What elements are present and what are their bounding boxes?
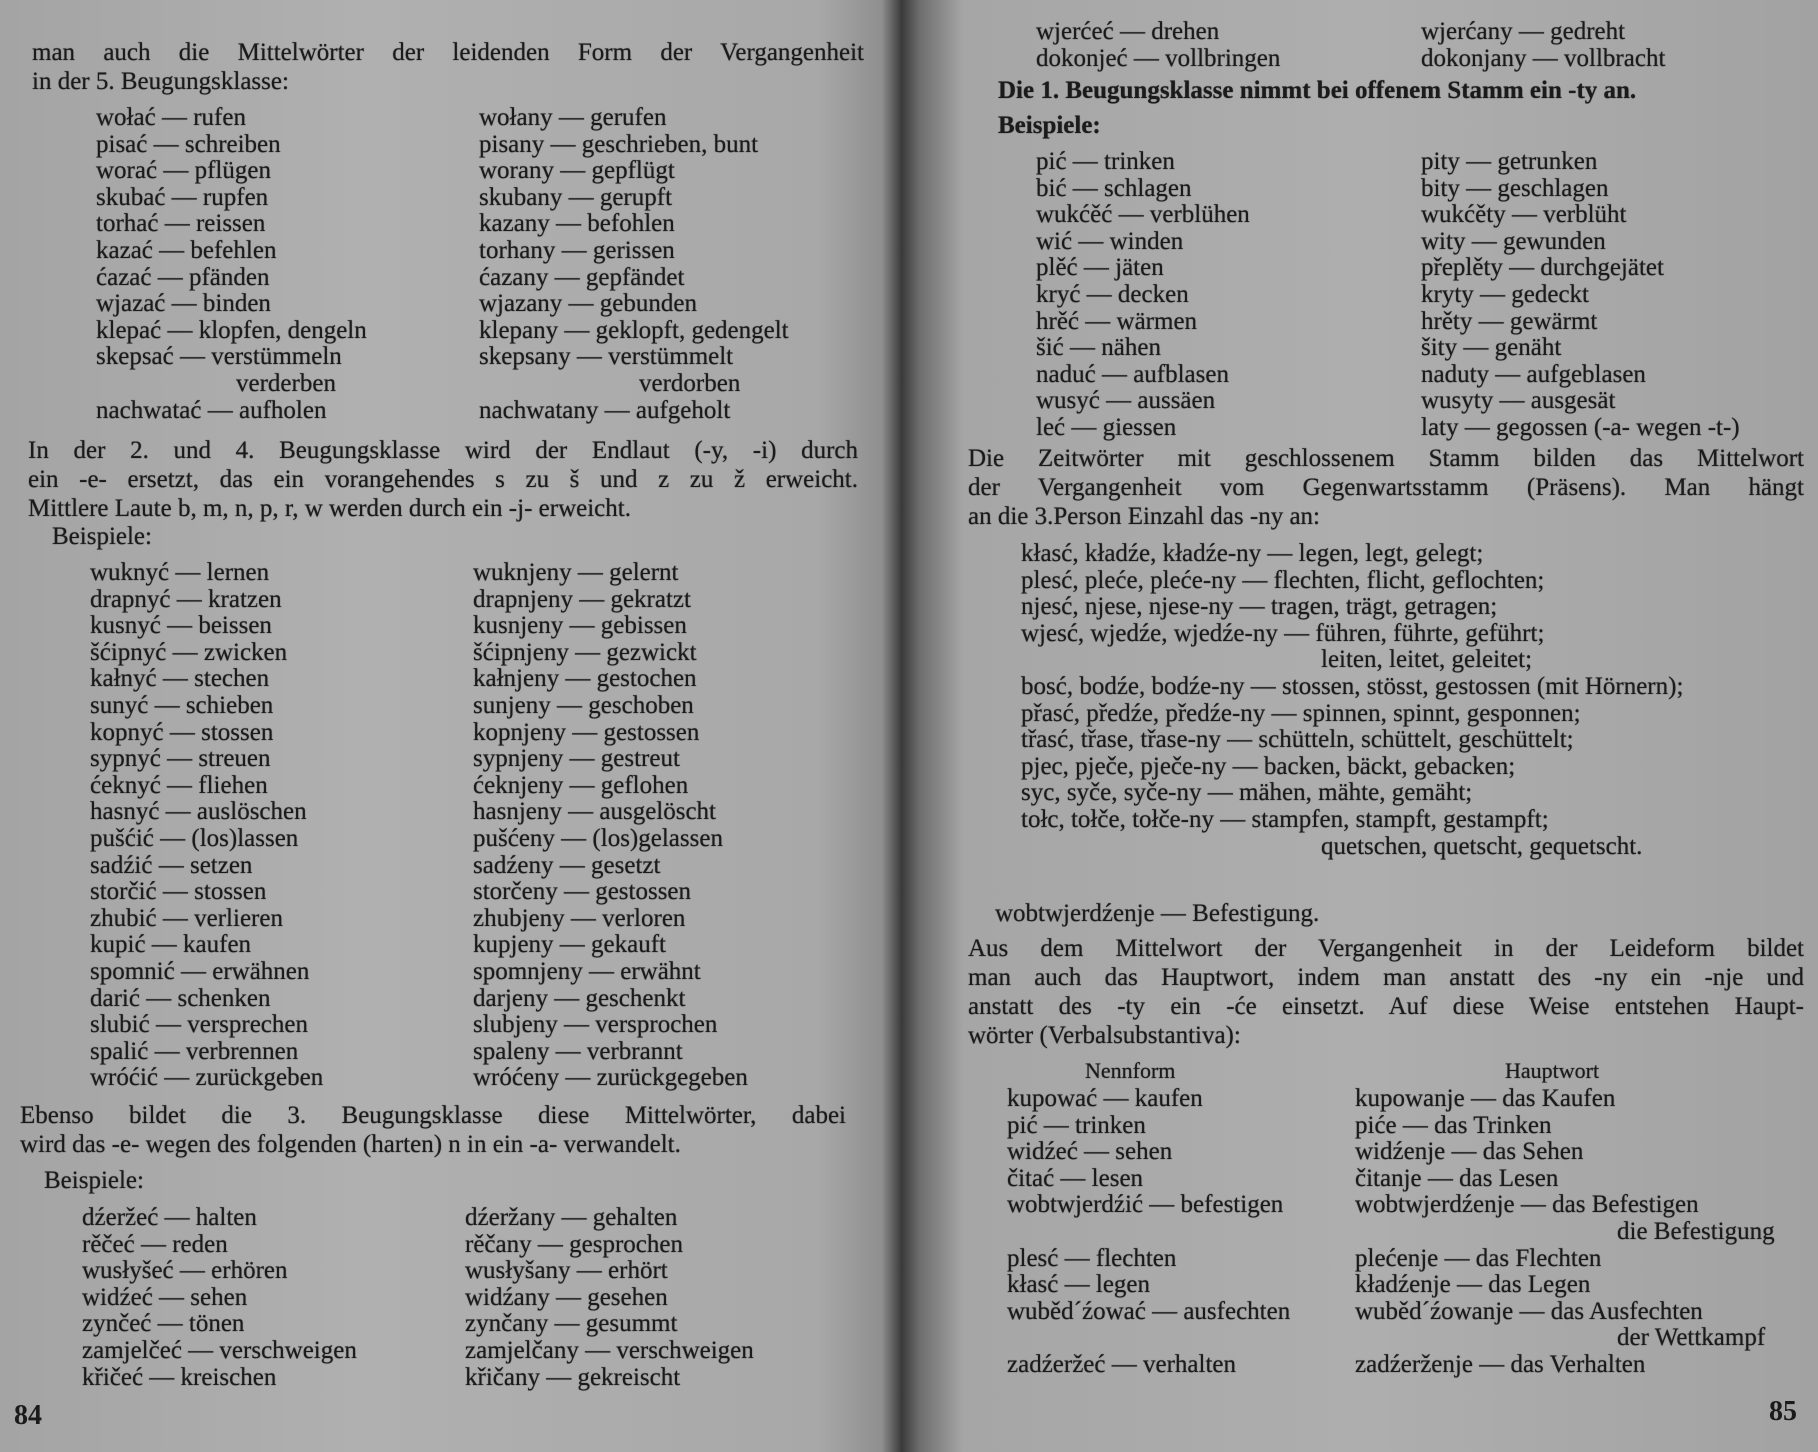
participle-cell: wusyty — ausgesät <box>1421 387 1616 415</box>
verb-cell: zynčeć — tönen <box>82 1310 245 1338</box>
verb-cell: sadźić — setzen <box>90 851 253 879</box>
participle-cell: skepsany — verstümmelt <box>479 343 734 371</box>
participle-cell: wjerćany — gedreht <box>1421 18 1626 45</box>
verb-cell: wjerćeć — drehen <box>1036 18 1220 45</box>
verb-cell: hrěć — wärmen <box>1036 307 1198 335</box>
text-line: ein -e- ersetzt, das ein vorangehendes s zu š und z zu ž erweicht. <box>28 466 858 493</box>
verb-cell: skepsać — verstümmeln <box>96 343 342 371</box>
verb-cell: wuběd´źować — ausfechten <box>1007 1297 1291 1325</box>
text-line: wörter (Verbalsubstantiva): <box>968 1022 1241 1049</box>
list-item: kłasć, kładźe, kładźe-ny — legen, legt, gelegt; <box>1021 540 1484 567</box>
verb-cell: ćeknyć — fliehen <box>90 771 268 799</box>
list-item: plesć, pleće, pleće-ny — flechten, flicht, geflochten; <box>1021 566 1545 594</box>
verb-cell: kryć — decken <box>1036 280 1189 308</box>
participle-cell: wobtwjerdźenje — das Befestigen <box>1355 1191 1699 1219</box>
verb-cell: wusyć — aussäen <box>1036 387 1216 415</box>
table-row <box>90 1012 870 1039</box>
text-line: an die 3.Person Einzahl das -ny an: <box>968 503 1320 530</box>
verb-cell: drapnyć — kratzen <box>90 585 282 613</box>
table-row <box>1007 1246 1807 1273</box>
verb-cell: zamjelčeć — verschweigen <box>82 1336 357 1364</box>
table-row <box>96 265 876 292</box>
table-row <box>82 1232 862 1259</box>
verb-cell: nachwatać — aufholen <box>96 396 327 424</box>
verb-cell: kupować — kaufen <box>1007 1085 1203 1112</box>
list-item: njesć, njese, njese-ny — tragen, trägt, getragen; <box>1021 593 1498 621</box>
examples-label: Beispiele: <box>998 112 1101 139</box>
text-line: wird das -e- wegen des folgenden (harten) n in ein -a- verwandelt. <box>20 1131 681 1158</box>
participle-cell: wróćeny — zurückgegeben <box>473 1064 748 1092</box>
table-row <box>1007 1086 1807 1113</box>
table-row <box>1007 1139 1807 1166</box>
participle-cell: klepany — geklopft, gedengelt <box>479 316 789 344</box>
rule-paragraph-closed-stem <box>968 444 1804 531</box>
table-row <box>90 560 870 587</box>
participle-cell: storčeny — gestossen <box>473 878 692 906</box>
table-row <box>90 587 870 614</box>
participle-cell: bity — geschlagen <box>1421 174 1609 202</box>
verb-cell: pisać — schreiben <box>96 130 281 158</box>
participle-cell: verdorben <box>639 369 741 397</box>
participle-cell: hrěty — gewärmt <box>1421 307 1598 335</box>
text-line: Aus dem Mittelwort der Vergangenheit in der Leideform bildet <box>968 935 1804 962</box>
participle-cell: spomnjeny — erwähnt <box>473 957 701 985</box>
verb-cell: plěć — jäten <box>1036 254 1164 282</box>
verb-cell: kazać — befehlen <box>96 236 277 264</box>
verb-cell: rěčeć — reden <box>82 1230 228 1258</box>
verb-cell: verderben <box>236 369 336 397</box>
participle-cell: torhany — gerissen <box>479 236 675 264</box>
text-line: Ebenso bildet die 3. Beugungsklasse diese Mittelwörter, dabei <box>20 1102 846 1129</box>
verb-cell: widźeć — sehen <box>1007 1138 1173 1166</box>
participle-cell: skubany — gerupft <box>479 183 673 211</box>
participle-cell: naduty — aufgeblasen <box>1421 360 1646 388</box>
table-row <box>90 932 870 959</box>
table-row <box>1007 1325 1807 1352</box>
table-row <box>1036 19 1796 46</box>
table-row <box>1036 415 1796 442</box>
right-page <box>918 0 1818 1452</box>
text-line: Die Zeitwörter mit geschlossenem Stamm bilden das Mittelwort <box>968 445 1804 472</box>
table-row <box>96 158 876 185</box>
table-row <box>1036 282 1796 309</box>
participle-cell: kupjeny — gekauft <box>473 931 667 959</box>
verb-cell: kopnyć — stossen <box>90 718 274 746</box>
participle-cell: wity — gewunden <box>1421 227 1606 255</box>
table-row <box>96 318 876 345</box>
table-row <box>96 371 876 398</box>
table-row <box>90 773 870 800</box>
participle-cell: sadźeny — gesetzt <box>473 851 661 879</box>
table-row <box>1007 1272 1807 1299</box>
table-row <box>1036 388 1796 415</box>
list-item: leiten, leitet, geleitet; <box>1321 646 1533 674</box>
text-line: in der 5. Beugungsklasse: <box>32 68 289 95</box>
participle-cell: wuběd´źowanje — das Ausfechten <box>1355 1297 1703 1325</box>
table-row <box>90 746 870 773</box>
participle-cell: kazany — befohlen <box>479 210 675 238</box>
verb-cell: wołać — rufen <box>96 104 246 131</box>
verb-cell: wić — winden <box>1036 227 1184 255</box>
table-row <box>1036 46 1796 73</box>
text-line: der Vergangenheit vom Gegenwartsstamm (Präsens). Man hängt <box>968 474 1804 501</box>
verb-cell: kupić — kaufen <box>90 931 252 959</box>
table-row <box>90 720 870 747</box>
table-row <box>96 344 876 371</box>
verb-cell: pić — trinken <box>1036 148 1175 175</box>
table-row <box>90 879 870 906</box>
list-item: syc, syče, syče-ny — mähen, mähte, gemäht; <box>1021 779 1473 807</box>
participle-cell: wuknjeny — gelernt <box>473 559 679 586</box>
participle-cell: šćipnjeny — gezwickt <box>473 638 697 666</box>
table-row <box>1007 1166 1807 1193</box>
column-header-hauptwort: Hauptwort <box>1505 1058 1600 1083</box>
participle-cell: sunjeny — geschoben <box>473 691 694 719</box>
table-row <box>1007 1299 1807 1326</box>
verb-cell: sunyć — schieben <box>90 691 274 719</box>
verb-cell: kłasć — legen <box>1007 1271 1151 1299</box>
verb-table-class2-4 <box>90 560 870 1092</box>
verb-cell: dźeržeć — halten <box>82 1204 257 1231</box>
table-row <box>90 826 870 853</box>
verb-cell: bić — schlagen <box>1036 174 1192 202</box>
verb-cell: wusłyšeć — erhören <box>82 1257 288 1285</box>
participle-cell: zynčany — gesummt <box>465 1310 678 1338</box>
verb-cell: křičeć — kreischen <box>82 1363 277 1391</box>
verb-cell: spomnić — erwähnen <box>90 957 310 985</box>
page-number: 84 <box>14 1400 42 1431</box>
table-row <box>90 986 870 1013</box>
verb-cell: wróćić — zurückgeben <box>90 1064 324 1092</box>
list-item: přasć, předźe, předźe-ny — spinnen, spinnt, gesponnen; <box>1021 699 1581 727</box>
table-row <box>82 1338 862 1365</box>
participle-cell: šity — genäht <box>1421 334 1562 362</box>
intro-paragraph <box>32 38 864 96</box>
participle-cell: widźany — gesehen <box>465 1283 668 1311</box>
table-row <box>96 105 876 132</box>
table-row <box>1007 1113 1807 1140</box>
participle-cell: křičany — gekreischt <box>465 1363 681 1391</box>
verb-cell: hasnyć — auslöschen <box>90 798 307 826</box>
participle-cell: pušćeny — (los)gelassen <box>473 824 723 852</box>
page-number: 85 <box>1769 1396 1797 1427</box>
table-row <box>96 291 876 318</box>
participle-cell: wjazany — gebunden <box>479 290 697 318</box>
list-item: wjesć, wjedźe, wjedźe-ny — führen, führte, geführt; <box>1021 619 1545 647</box>
verb-table-class5 <box>96 105 876 424</box>
rule-paragraph-class2-4 <box>28 436 858 523</box>
participle-cell: spaleny — verbrannt <box>473 1037 683 1065</box>
table-row <box>90 613 870 640</box>
verb-cell: slubić — versprechen <box>90 1011 308 1039</box>
table-row <box>1036 309 1796 336</box>
verb-cell: ćazać — pfänden <box>96 263 270 291</box>
table-row <box>82 1205 862 1232</box>
examples-label: Beispiele: <box>44 1167 144 1194</box>
verb-cell: pić — trinken <box>1007 1111 1146 1139</box>
list-item: třasć, třase, třase-ny — schütteln, schüttelt, geschüttelt; <box>1021 726 1574 754</box>
participle-cell: pićе — das Trinken <box>1355 1111 1552 1139</box>
rule-class1: Die 1. Beugungsklasse nimmt bei offenem Stamm ein -ty an. <box>998 77 1637 104</box>
verb-cell: sypnyć — streuen <box>90 745 271 773</box>
table-row <box>1036 229 1796 256</box>
examples-label: Beispiele: <box>52 523 152 550</box>
verb-cell: leć — giessen <box>1036 413 1177 441</box>
table-row <box>90 1039 870 1066</box>
table-row <box>90 1065 870 1092</box>
participle-cell: wukćěty — verblüht <box>1421 201 1627 229</box>
participle-cell: widźenje — das Sehen <box>1355 1138 1584 1166</box>
list-item: quetschen, quetscht, gequetscht. <box>1321 832 1643 860</box>
verb-cell: plesć — flechten <box>1007 1244 1177 1272</box>
table-row <box>90 959 870 986</box>
participle-cell: wusłyšany — erhört <box>465 1257 668 1285</box>
table-row <box>90 693 870 720</box>
verb-cell: dokonjeć — vollbringen <box>1036 44 1281 72</box>
verb-cell: wuknyć — lernen <box>90 559 270 586</box>
verb-cell: wjazać — binden <box>96 290 271 318</box>
text-line: Mittlere Laute b, m, n, p, r, w werden durch ein -j- erweicht. <box>28 495 631 522</box>
table-row <box>1036 255 1796 282</box>
table-row <box>96 238 876 265</box>
participle-cell: darjeny — geschenkt <box>473 984 686 1012</box>
left-page <box>0 0 900 1452</box>
table-row <box>90 666 870 693</box>
text-line: In der 2. und 4. Beugungsklasse wird der Endlaut (-y, -i) durch <box>28 437 858 464</box>
table-row <box>1036 202 1796 229</box>
participle-cell: slubjeny — versprochen <box>473 1011 718 1039</box>
verb-cell: skubać — rupfen <box>96 183 269 211</box>
table-row <box>1036 149 1796 176</box>
text-line: man auch das Hauptwort, indem man anstatt des -ny ein -nje und <box>968 964 1804 991</box>
verb-table-class3 <box>82 1205 862 1391</box>
participle-cell: der Wettkampf <box>1617 1324 1766 1352</box>
verbal-noun-paragraph <box>968 934 1804 1050</box>
table-row <box>90 906 870 933</box>
participle-cell: dźeržany — gehalten <box>465 1204 678 1231</box>
participle-cell: kupowanje — das Kaufen <box>1355 1085 1616 1112</box>
verb-cell: klepać — klopfen, dengeln <box>96 316 367 344</box>
verb-cell: pušćić — (los)lassen <box>90 824 299 852</box>
participle-cell: kałnjeny — gestochen <box>473 665 697 693</box>
list-item: tołc, tołče, tołče-ny — stampfen, stampft, gestampft; <box>1021 805 1549 833</box>
participle-cell: drapnjeny — gekratzt <box>473 585 691 613</box>
table-row <box>82 1285 862 1312</box>
verb-cell: wobtwjerdźić — befestigen <box>1007 1191 1284 1219</box>
table-row <box>82 1311 862 1338</box>
participle-cell: dokonjany — vollbracht <box>1421 44 1666 72</box>
participle-cell: rěčany — gesprochen <box>465 1230 683 1258</box>
participle-cell: kryty — gedeckt <box>1421 280 1590 308</box>
table-row <box>82 1365 862 1392</box>
verb-cell: worać — pflügen <box>96 157 271 185</box>
participle-cell: pisany — geschrieben, bunt <box>479 130 759 158</box>
participle-cell: worany — gepflügt <box>479 157 675 185</box>
verb-cell: kusnyć — beissen <box>90 612 272 640</box>
table-row <box>96 132 876 159</box>
column-header-nennform: Nennform <box>1085 1058 1176 1083</box>
participle-cell: zhubjeny — verloren <box>473 904 686 932</box>
verb-cell: torhać — reissen <box>96 210 266 238</box>
participle-cell: die Befestigung <box>1617 1217 1775 1245</box>
verb-cell: šćipnyć — zwicken <box>90 638 288 666</box>
text-line: anstatt des -ty ein -će einsetzt. Auf diese Weise entstehen Haupt- <box>968 993 1804 1020</box>
table-row <box>1036 176 1796 203</box>
participle-cell: sypnjeny — gestreut <box>473 745 680 773</box>
table-row <box>82 1258 862 1285</box>
verb-cell: kałnyć — stechen <box>90 665 270 693</box>
table-row <box>1036 335 1796 362</box>
verb-cell: darić — schenken <box>90 984 271 1012</box>
participle-cell: hasnjeny — ausgelöscht <box>473 798 717 826</box>
participle-cell: ćazany — gepfändet <box>479 263 685 291</box>
table-row <box>1036 362 1796 389</box>
participle-cell: kusnjeny — gebissen <box>473 612 687 640</box>
verb-cell: storčić — stossen <box>90 878 267 906</box>
participle-cell: laty — gegossen (-a- wegen -t-) <box>1421 413 1740 441</box>
participle-cell: zamjelčany — verschweigen <box>465 1336 754 1364</box>
table-row <box>96 398 876 425</box>
table-row <box>1007 1219 1807 1246</box>
participle-cell: pity — getrunken <box>1421 148 1598 175</box>
table-row <box>90 640 870 667</box>
verb-cell: šić — nähen <box>1036 334 1161 362</box>
participle-cell: kopnjeny — gestossen <box>473 718 700 746</box>
table-row <box>90 853 870 880</box>
verb-cell: naduć — aufblasen <box>1036 360 1229 388</box>
noun-example: wobtwjerdźenje — Befestigung. <box>995 900 1320 927</box>
verb-table-continued <box>1036 19 1796 72</box>
table-row <box>1007 1352 1807 1379</box>
participle-cell: plećenje — das Flechten <box>1355 1244 1602 1272</box>
participle-cell: nachwatany — aufgeholt <box>479 396 731 424</box>
closed-stem-list <box>1021 541 1811 860</box>
table-row <box>90 799 870 826</box>
verb-cell: zadźeržeć — verhalten <box>1007 1350 1237 1378</box>
participle-cell: ćeknjeny — geflohen <box>473 771 689 799</box>
verb-cell: zhubić — verlieren <box>90 904 283 932</box>
participle-cell: kładźenje — das Legen <box>1355 1271 1591 1299</box>
verb-table-class1 <box>1036 149 1796 442</box>
verb-cell: čitać — lesen <box>1007 1164 1144 1192</box>
verb-cell: spalić — verbrennen <box>90 1037 299 1065</box>
table-row <box>1007 1192 1807 1219</box>
rule-paragraph-class3 <box>20 1101 846 1159</box>
verb-cell: widźeć — sehen <box>82 1283 248 1311</box>
text-line: man auch die Mittelwörter der leidenden Form der Vergangenheit <box>32 39 864 66</box>
participle-cell: přeplěty — durchgejätet <box>1421 254 1664 282</box>
verb-cell: wukćěć — verblühen <box>1036 201 1250 229</box>
participle-cell: wołany — gerufen <box>479 104 667 131</box>
participle-cell: čitanje — das Lesen <box>1355 1164 1559 1192</box>
verbal-noun-table <box>1007 1086 1807 1379</box>
list-item: bosć, bodźe, bodźe-ny — stossen, stösst, gestossen (mit Hörnern); <box>1021 672 1684 700</box>
participle-cell: zadźerženje — das Verhalten <box>1355 1350 1646 1378</box>
table-row <box>96 211 876 238</box>
list-item: pjec, pječe, pječe-ny — backen, bäckt, gebacken; <box>1021 752 1516 780</box>
table-row <box>96 185 876 212</box>
